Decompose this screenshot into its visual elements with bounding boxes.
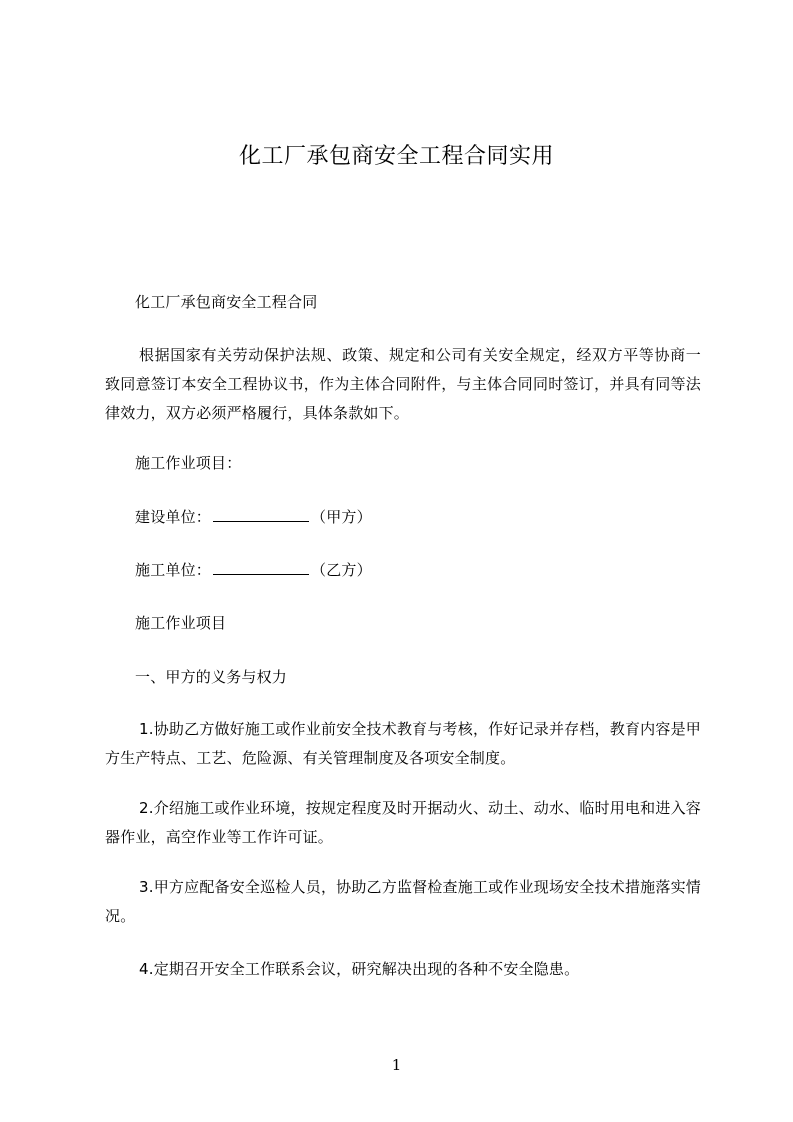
party-b-label: 施工单位：: [135, 561, 212, 579]
party-b-line: [105, 556, 701, 585]
party-b-suffix: （乙方）: [311, 561, 372, 579]
clause-1: 1.协助乙方做好施工或作业前安全技术教育与考核，作好记录并存档，教育内容是甲方生产特点、工艺、危险源、有关管理制度及各项安全制度。: [105, 720, 701, 767]
intro-paragraph: 根据国家有关劳动保护法规、政策、规定和公司有关安全规定，经双方平等协商一致同意签订本安全工程协议书，作为主体合同附件，与主体合同同时签订，并具有同等法律效力，双方必须严格履行，具体条款如下。: [105, 346, 701, 422]
project-heading: 施工作业项目: [135, 614, 227, 632]
clause-3: 3.甲方应配备安全巡检人员，协助乙方监督检查施工或作业现场安全技术措施落实情况。: [105, 878, 701, 925]
clause-4: 4.定期召开安全工作联系会议，研究解决出现的各种不安全隐患。: [139, 960, 580, 978]
party-a-line: [105, 503, 701, 532]
party-a-suffix: （甲方）: [311, 508, 372, 526]
party-a-blank: [213, 507, 309, 522]
party-a-label: 建设单位：: [135, 508, 212, 526]
contract-subtitle: 化工厂承包商安全工程合同: [135, 293, 318, 311]
project-label: 施工作业项目：: [135, 454, 242, 472]
document-title: 化工厂承包商安全工程合同实用: [238, 144, 554, 169]
page-number: 1: [391, 1056, 402, 1074]
party-b-blank: [213, 560, 309, 575]
clause-2: 2.介绍施工或作业环境，按规定程度及时开据动火、动土、动水、临时用电和进入容器作业，高空作业等工作许可证。: [105, 799, 701, 846]
section-one-heading: 一、甲方的义务与权力: [135, 668, 288, 686]
